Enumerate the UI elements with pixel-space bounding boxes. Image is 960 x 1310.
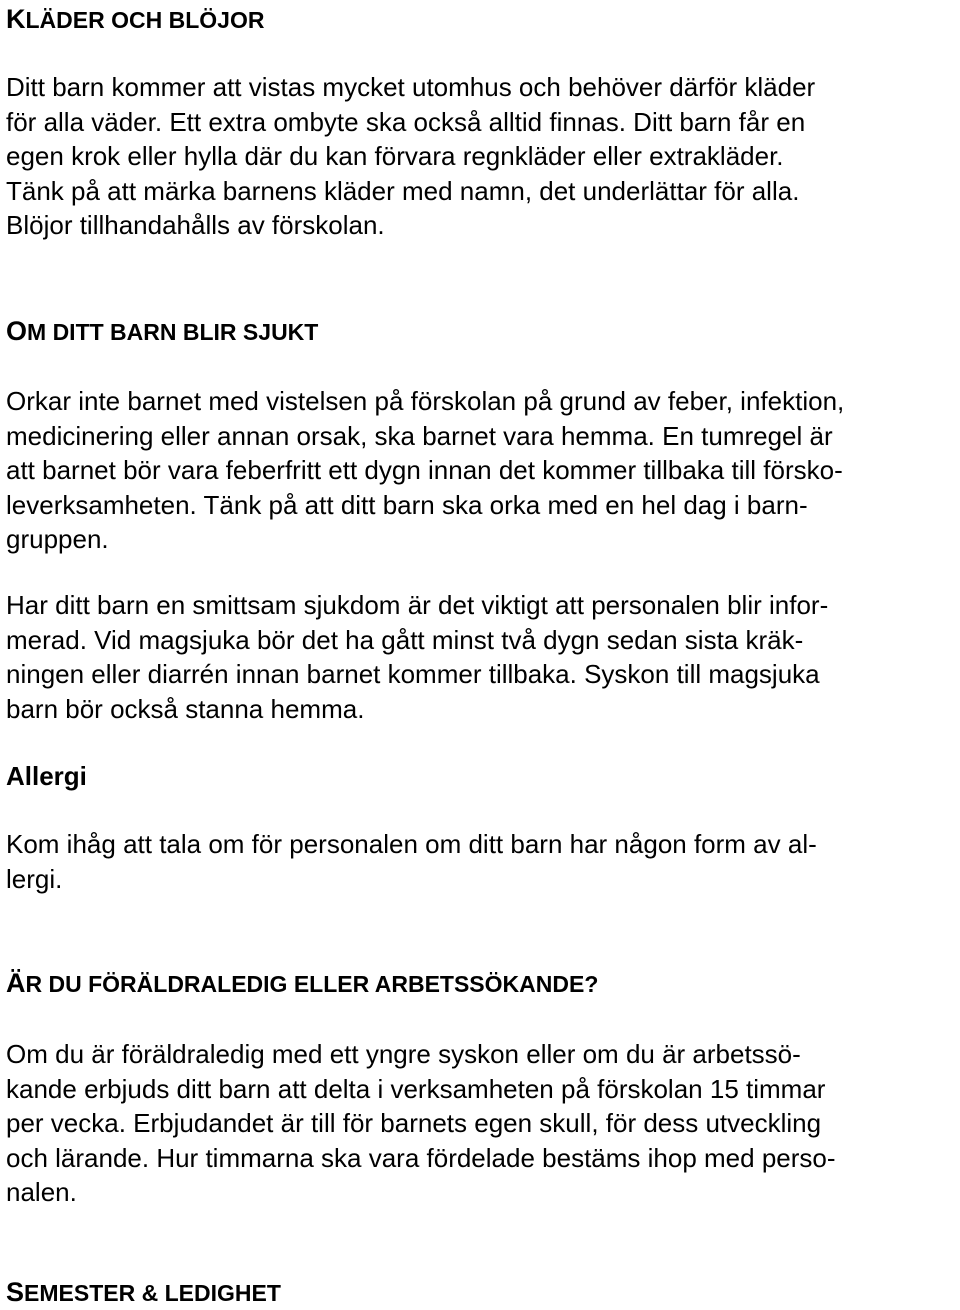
- text-line: nalen.: [6, 1177, 77, 1207]
- paragraph-sick-1: [6, 384, 956, 557]
- text-line: medicinering eller annan orsak, ska barnet vara hemma. En tumregel är: [6, 420, 833, 451]
- text-line: och lärande. Hur timmarna ska vara fördelade bestäms ihop med perso-: [6, 1142, 836, 1173]
- text-line: att barnet bör vara feberfritt ett dygn innan det kommer tillbaka till försko-: [6, 455, 843, 485]
- heading-clothes-rest: LÄDER OCH BLÖJOR: [25, 7, 265, 33]
- heading-sick: [6, 316, 318, 348]
- text-line: egen krok eller hylla där du kan förvara regnkläder eller extrakläder.: [6, 141, 784, 171]
- heading-clothes-initial: K: [6, 4, 26, 34]
- text-line: kande erbjuds ditt barn att delta i verksamheten på förskolan 15 timmar: [6, 1073, 826, 1104]
- heading-vacation-initial: S: [6, 1277, 25, 1307]
- text-line: lergi.: [6, 863, 63, 894]
- text-line: per vecka. Erbjudandet är till för barnets egen skull, för dess utveckling: [6, 1108, 822, 1138]
- heading-sick-initial: O: [6, 316, 28, 346]
- paragraph-parental: [6, 1037, 956, 1210]
- heading-clothes: [6, 4, 264, 36]
- text-line: ningen eller diarrén innan barnet kommer tillbaka. Syskon till magsjuka: [6, 659, 820, 689]
- heading-parental: [6, 968, 598, 1000]
- paragraph-sick-2: [6, 588, 956, 726]
- text-line: merad. Vid magsjuka bör det ha gått minst två dygn sedan sista kräk-: [6, 624, 804, 655]
- text-line: Har ditt barn en smittsam sjukdom är det viktigt att personalen blir infor-: [6, 590, 829, 620]
- text-line: Orkar inte barnet med vistelsen på förskolan på grund av feber, infektion,: [6, 386, 845, 416]
- heading-vacation: [6, 1277, 281, 1309]
- heading-vacation-rest: EMESTER & LEDIGHET: [24, 1280, 281, 1306]
- text-line: gruppen.: [6, 524, 109, 554]
- paragraph-allergy: [6, 827, 956, 896]
- text-line: leverksamheten. Tänk på att ditt barn ska orka med en hel dag i barn-: [6, 489, 808, 520]
- text-line: barn bör också stanna hemma.: [6, 693, 365, 724]
- heading-allergy: Allergi: [6, 761, 87, 791]
- text-line: för alla väder. Ett extra ombyte ska också alltid finnas. Ditt barn får en: [6, 106, 806, 137]
- text-line: Kom ihåg att tala om för personalen om ditt barn har någon form av al-: [6, 829, 817, 859]
- heading-sick-rest: M DITT BARN BLIR SJUKT: [27, 319, 319, 345]
- text-line: Tänk på att märka barnens kläder med namn, det underlättar för alla.: [6, 175, 800, 206]
- paragraph-clothes: [6, 70, 956, 243]
- text-line: Om du är föräldraledig med ett yngre syskon eller om du är arbetssö-: [6, 1039, 801, 1069]
- text-line: Ditt barn kommer att vistas mycket utomhus och behöver därför kläder: [6, 72, 816, 102]
- heading-parental-initial: Ä: [6, 968, 26, 998]
- heading-parental-rest: R DU FÖRÄLDRALEDIG ELLER ARBETSSÖKANDE?: [25, 971, 599, 997]
- text-line: Blöjor tillhandahålls av förskolan.: [6, 210, 385, 240]
